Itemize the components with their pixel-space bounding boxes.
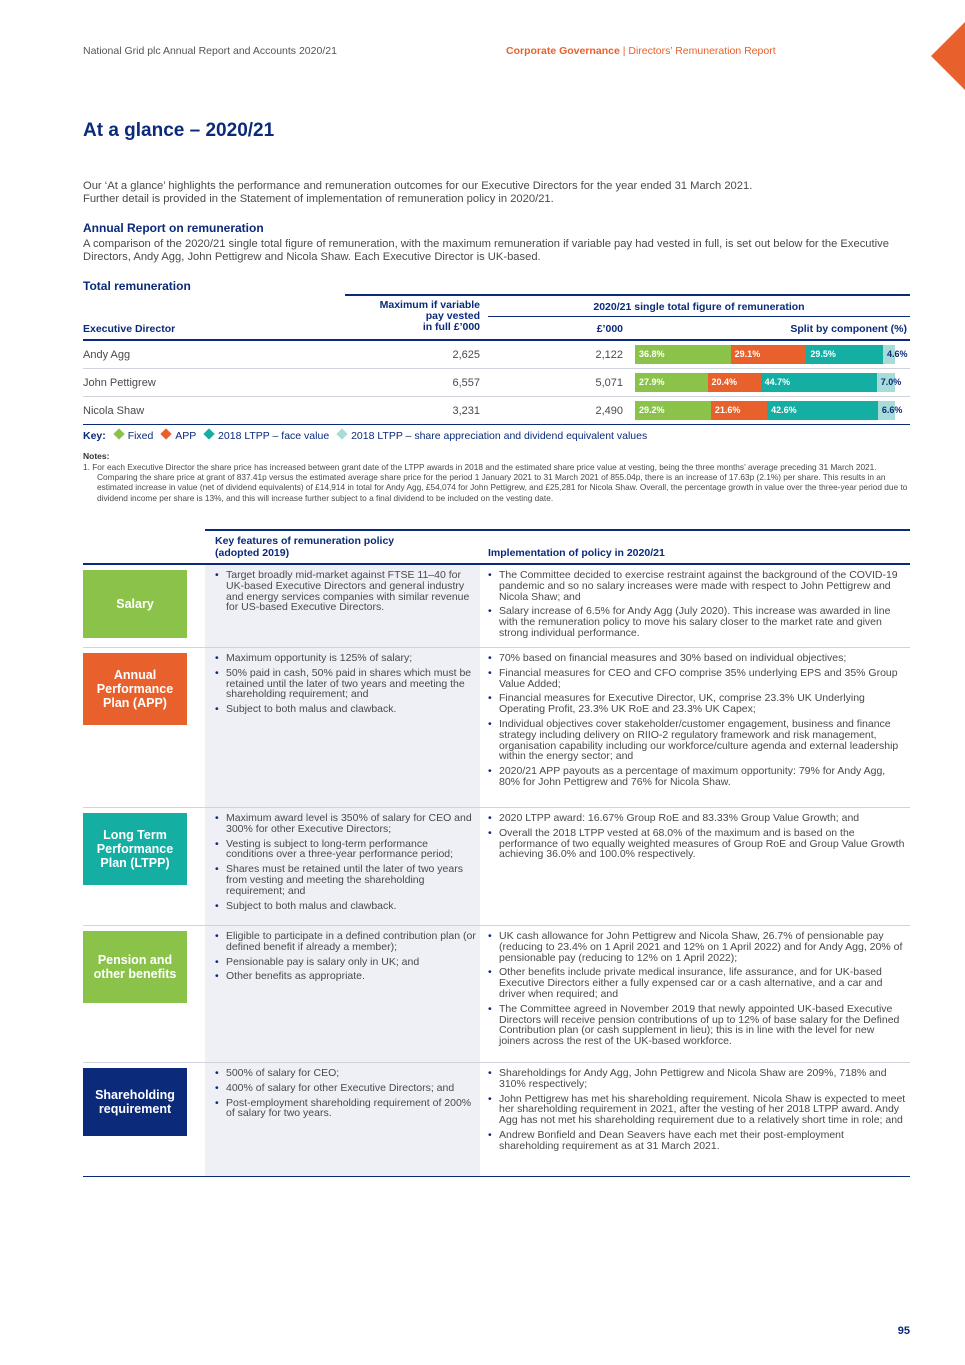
- report-title: National Grid plc Annual Report and Accounts 2020/21: [83, 45, 337, 57]
- breadcrumb-subsection: Directors’ Remuneration Report: [628, 45, 776, 57]
- key-fixed: Fixed: [127, 430, 154, 442]
- remuneration-row: [83, 397, 910, 425]
- policy-col-header-features-line1: Key features of remuneration policy: [215, 535, 395, 547]
- remuneration-row: [83, 369, 910, 397]
- intro-text: [83, 180, 903, 206]
- policy-implementation: [488, 931, 906, 1051]
- feature-bullet: • Eligible to participate in a defined contribution plan (or defined benefit if already a member);: [215, 931, 477, 953]
- feature-bullet: • Vesting is subject to long-term performance conditions over a three-year performance period;: [215, 839, 477, 861]
- policy-label-text: Salary: [116, 597, 154, 611]
- policy-features: [215, 813, 477, 915]
- implementation-bullet: • John Pettigrew has met his shareholding requirement. Nicola Shaw is expected to meet her shareholding requirement in 2021, after the vesting of her 2018 LTPP award. Andy Agg has not met his shareholding requirement due to a relatively short time in role; and: [488, 1094, 906, 1126]
- policy-top-rule: [205, 529, 910, 531]
- col-header-gbp: £’000: [596, 323, 623, 335]
- breadcrumb-section: Corporate Governance: [506, 45, 620, 57]
- implementation-bullet: • Financial measures for CEO and CFO comprise 35% underlying EPS and 35% Group Value Added;: [488, 668, 906, 690]
- feature-bullet: • Maximum opportunity is 125% of salary;: [215, 653, 477, 664]
- split-segment-fixed: 36.8%: [635, 345, 731, 364]
- implementation-bullet: • Financial measures for Executive Director, UK, comprise 23.3% UK Underlying Operating Profit, 23.3% UK RoE and 23.3% UK Capex;: [488, 693, 906, 715]
- key-ltpp-appreciation: 2018 LTPP – share appreciation and dividend equivalent values: [351, 430, 648, 442]
- policy-row: [83, 565, 910, 648]
- policy-label: [83, 570, 187, 638]
- policy-row: [83, 1063, 910, 1177]
- max-remuneration: 2,625: [452, 349, 480, 361]
- annual-report-text: A comparison of the 2020/21 single total figure of remuneration, with the maximum remuneration if variable pay had vested in full, is set out below for the Executive Directors, Andy Agg, John Pettigrew and Nicola Shaw. Each Executive Director is UK-based.: [83, 238, 889, 263]
- feature-bullet: • Other benefits as appropriate.: [215, 971, 477, 982]
- page-number: 95: [897, 1325, 910, 1337]
- split-segment-app: 29.1%: [731, 345, 807, 364]
- ltpp-face-diamond-icon: [203, 428, 214, 439]
- max-remuneration: 6,557: [452, 377, 480, 389]
- single-total: 2,490: [595, 405, 623, 417]
- policy-label: [83, 653, 187, 725]
- chart-key: [83, 430, 647, 442]
- split-segment-ltpp-app: 6.6%: [878, 401, 895, 420]
- split-bar: [635, 401, 903, 420]
- table-top-rule: [345, 294, 910, 296]
- split-segment-ltpp-face: 42.6%: [767, 401, 878, 420]
- director-name: Andy Agg: [83, 349, 131, 361]
- note-1: 1. For each Executive Director the share price has increased between grant date of the LTPP awards in 2018 and the estimated share price value at vesting, being the three months’ average preceding 31 March 2021. Comparing the share price at grant of 837.41p versus the estimated average share price for the period 1 January 2021 to 31 March 2021 of 855.04p, there is an increase of 17.63p (2.1%) per share. This results in an estimated increase in value (net of dividend equivalents) of £14,914 in total for Andy Agg, £54,074 for John Pettigrew, and £25,281 for Nicola Shaw. Overall, the percentage growth in value over the three-year period due to dividend income per share is 13%, and this will increase further subject to a final dividend to be included on the vesting date.: [83, 462, 908, 503]
- split-segment-ltpp-app: 4.6%: [883, 345, 895, 364]
- col-header-max-line3: in full £’000: [422, 321, 480, 333]
- col-header-split: Split by component (%): [790, 323, 907, 335]
- policy-label-text: Long Term Performance Plan (LTPP): [96, 828, 174, 870]
- policy-implementation: [488, 813, 906, 864]
- feature-bullet: • Post-employment shareholding requirement of 200% of salary for two years.: [215, 1098, 477, 1120]
- feature-bullet: • Maximum award level is 350% of salary for CEO and 300% for other Executive Directors;: [215, 813, 477, 835]
- single-total: 5,071: [595, 377, 623, 389]
- feature-bullet: • 400% of salary for other Executive Directors; and: [215, 1083, 477, 1094]
- policy-implementation: [488, 570, 906, 643]
- feature-bullet: • 500% of salary for CEO;: [215, 1068, 477, 1079]
- ltpp-appreciation-diamond-icon: [336, 428, 347, 439]
- split-segment-fixed: 27.9%: [635, 373, 708, 392]
- policy-features: [215, 570, 477, 617]
- key-ltpp-face: 2018 LTPP – face value: [218, 430, 330, 442]
- feature-bullet: • Subject to both malus and clawback.: [215, 901, 477, 912]
- feature-bullet: • Pensionable pay is salary only in UK; and: [215, 957, 477, 968]
- policy-features: [215, 931, 477, 986]
- notes-title: Notes:: [83, 451, 110, 461]
- implementation-bullet: • Shareholdings for Andy Agg, John Pettigrew and Nicola Shaw are 209%, 718% and 310% respectively;: [488, 1068, 906, 1090]
- policy-col-header-implementation: Implementation of policy in 2020/21: [488, 547, 665, 559]
- policy-row: [83, 808, 910, 926]
- split-segment-ltpp-app: 7.0%: [877, 373, 895, 392]
- policy-label-text: Annual Performance Plan (APP): [96, 668, 174, 710]
- policy-label: [83, 813, 187, 885]
- col-header-max-line1: Maximum if variable: [379, 299, 480, 311]
- key-label: Key:: [83, 430, 106, 442]
- single-total: 2,122: [595, 349, 623, 361]
- col-header-max-line2: pay vested: [425, 310, 480, 322]
- policy-label-text: Pension and other benefits: [93, 953, 177, 981]
- policy-implementation: [488, 1068, 906, 1156]
- total-remuneration-heading: Total remuneration: [83, 279, 191, 293]
- feature-bullet: • Target broadly mid-market against FTSE 11–40 for UK-based Executive Directors and general industry and energy services companies with similar revenue for US-based Executive Directors.: [215, 570, 477, 613]
- policy-label: [83, 931, 187, 1003]
- col-header-director: Executive Director: [83, 323, 176, 335]
- implementation-bullet: • Andrew Bonfield and Dean Seavers have each met their post-employment shareholding requirement as at 31 March 2021.: [488, 1130, 906, 1152]
- max-remuneration: 3,231: [452, 405, 480, 417]
- policy-row: [83, 926, 910, 1063]
- policy-features: [215, 653, 477, 719]
- split-segment-ltpp-face: 44.7%: [761, 373, 877, 392]
- director-name: Nicola Shaw: [83, 405, 145, 417]
- feature-bullet: • Subject to both malus and clawback.: [215, 704, 477, 715]
- app-diamond-icon: [161, 428, 172, 439]
- split-bar: [635, 373, 902, 392]
- split-segment-fixed: 29.2%: [635, 401, 711, 420]
- implementation-bullet: • The Committee agreed in November 2019 that newly appointed UK-based Executive Directors will receive pension contributions of up to 12% of base salary for the Defined Contribution plan (or cash supplement in lieu); this is in line with the level for new joiners across the rest of the UK-based workforce.: [488, 1004, 906, 1047]
- col-header-single-total: 2020/21 single total figure of remuneration: [593, 301, 805, 313]
- split-segment-app: 20.4%: [708, 373, 761, 392]
- split-segment-ltpp-face: 29.5%: [806, 345, 883, 364]
- implementation-bullet: • UK cash allowance for John Pettigrew and Nicola Shaw, 26.7% of pensionable pay (reducing to 23.4% on 1 April 2021 and 12% on 1 April 2022) and for Andy Agg, 20% of pensionable pay (reducing to 12% on 1 April 2022);: [488, 931, 906, 963]
- key-app: APP: [175, 430, 197, 442]
- implementation-bullet: • Salary increase of 6.5% for Andy Agg (July 2020). This increase was awarded in line with the remuneration policy to move his salary closer to the market rate and given strong individual performance.: [488, 606, 906, 638]
- implementation-bullet: • 70% based on financial measures and 30% based on individual objectives;: [488, 653, 906, 664]
- remuneration-row: [83, 341, 910, 369]
- breadcrumb-separator: |: [619, 45, 629, 57]
- intro-line-1: Our ‘At a glance’ highlights the performance and remuneration outcomes for our Executive Directors for the year ended 31 March 2021.: [83, 180, 753, 192]
- policy-row: [83, 648, 910, 808]
- fixed-diamond-icon: [113, 428, 124, 439]
- split-bar: [635, 345, 908, 364]
- table-sub-rule: [488, 316, 910, 317]
- policy-label-text: Shareholding requirement: [95, 1088, 175, 1116]
- policy-features: [215, 1068, 477, 1123]
- implementation-bullet: • 2020 LTPP award: 16.67% Group RoE and 83.33% Group Value Growth; and: [488, 813, 906, 824]
- policy-implementation: [488, 653, 906, 792]
- split-segment-app: 21.6%: [711, 401, 767, 420]
- feature-bullet: • Shares must be retained until the later of two years from vesting and meeting the shareholding requirement; and: [215, 864, 477, 896]
- annual-report-heading: Annual Report on remuneration: [83, 221, 264, 235]
- implementation-bullet: • 2020/21 APP payouts as a percentage of maximum opportunity: 79% for Andy Agg, 80% for John Pettigrew and 76% for Nicola Shaw.: [488, 766, 906, 788]
- director-name: John Pettigrew: [83, 377, 156, 389]
- implementation-bullet: • Overall the 2018 LTPP vested at 68.0% of the maximum and is based on the performance of two equally weighted measures of Group RoE and Group Value Growth achieving 36.0% and 100.0% respectively.: [488, 828, 906, 860]
- implementation-bullet: • The Committee decided to exercise restraint against the background of the COVID-19 pandemic and so no salary increases were made with respect to John Pettigrew and Nicola Shaw; and: [488, 570, 906, 602]
- page-title: At a glance – 2020/21: [83, 120, 275, 141]
- policy-col-header-features-line2: (adopted 2019): [215, 547, 290, 559]
- policy-col-header-features: [215, 535, 394, 559]
- section-breadcrumb: [506, 45, 776, 57]
- feature-bullet: • 50% paid in cash, 50% paid in shares which must be retained until the later of two years and meeting the shareholding requirement; and: [215, 668, 477, 700]
- policy-label: [83, 1068, 187, 1136]
- intro-line-2: Further detail is provided in the Statement of implementation of remuneration policy in 2020/21.: [83, 193, 554, 205]
- col-header-max: [380, 300, 480, 333]
- implementation-bullet: • Individual objectives cover stakeholder/customer engagement, business and finance strategy including delivery on RIIO-2 regulatory framework and risk management, organisation capability including our workforce/culture agenda and external leadership within the energy sector; and: [488, 719, 906, 762]
- implementation-bullet: • Other benefits include private medical insurance, life assurance, and for UK-based Executive Directors either a fully expensed car or a cash alternative, and a car and driver when required; and: [488, 967, 906, 999]
- corner-arrow-icon: [931, 22, 965, 90]
